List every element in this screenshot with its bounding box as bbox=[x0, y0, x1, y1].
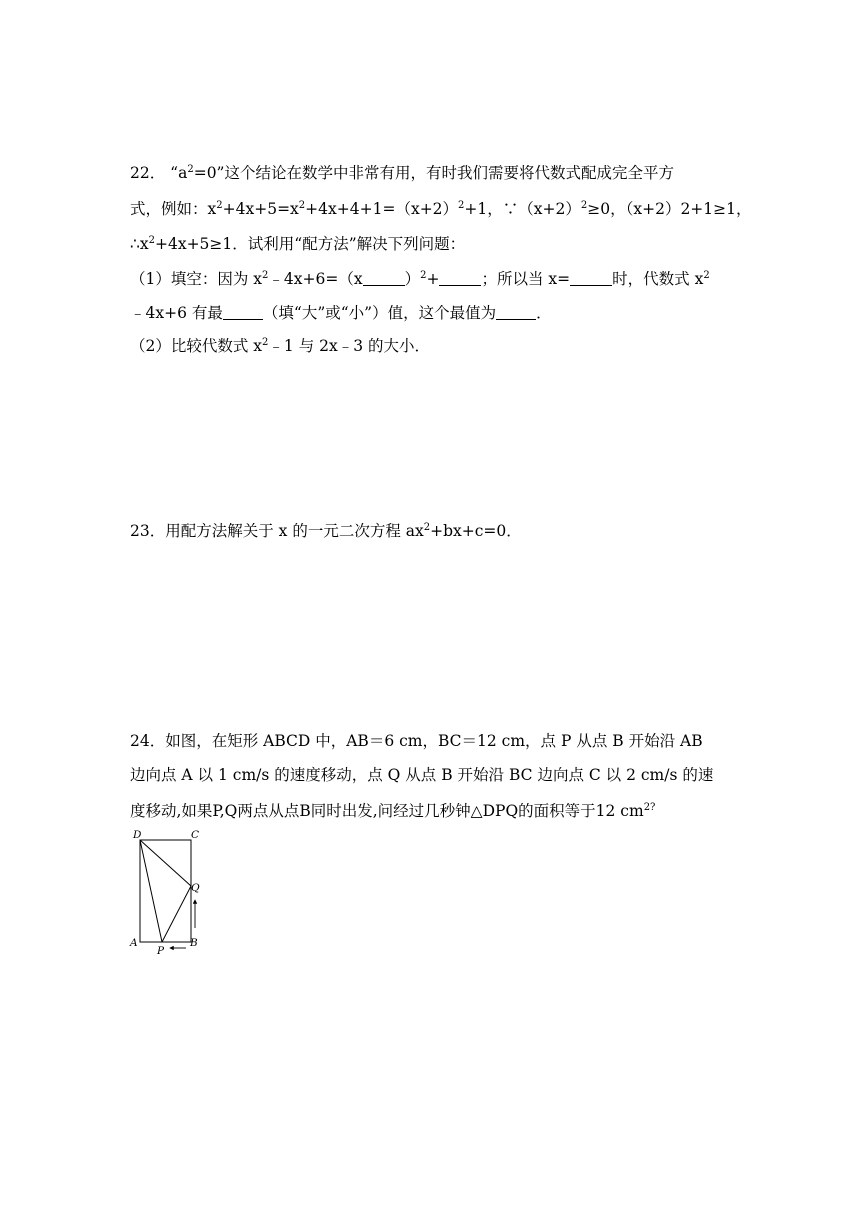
segment-pq bbox=[162, 886, 191, 942]
label-p: P bbox=[157, 945, 165, 957]
label-a: A bbox=[130, 937, 138, 949]
q22-line-3: $\therefore x^2+4x+5\ge 1$．试利用“配方法”解决下列问题： bbox=[130, 235, 466, 253]
blank-5[interactable] bbox=[496, 305, 536, 320]
q24-line-1: 24．如图，在矩形 ABCD 中，AB＝6 cm，BC＝12 cm，点 P 从点 B 开始沿 AB bbox=[130, 732, 703, 750]
blank-2[interactable] bbox=[439, 271, 481, 286]
segment-dp bbox=[140, 840, 162, 942]
label-q: Q bbox=[191, 882, 200, 894]
q22-line-6: （2）比较代数式 $x^2﹣1$ 与 2x﹣3 的大小． bbox=[130, 337, 431, 355]
blank-3[interactable] bbox=[570, 271, 612, 286]
label-c: C bbox=[191, 829, 200, 841]
q23-line: 23．用配方法解关于 x 的一元二次方程 $ax^2+bx+c=0$． bbox=[130, 522, 522, 540]
blank-4[interactable] bbox=[223, 305, 263, 320]
q22-line-2: 式，例如：$x^2+4x+5=x^2+4x+4+1=(x+2)^2+1$，$\because(x+2)^2\ge 0$，（x+2）2+1≥1， bbox=[130, 200, 752, 218]
blank-1[interactable] bbox=[363, 271, 405, 286]
q24-line-3: 度移动,如果P,Q两点从点B同时出发,问经过几秒钟△DPQ的面积等于12 $cm^{2?}$ bbox=[130, 802, 656, 820]
segment-dq bbox=[140, 840, 191, 886]
q22-line-1: 22． “$a^2=0$”这个结论在数学中非常有用，有时我们需要将代数式配成完全平方 bbox=[130, 164, 674, 182]
label-d: D bbox=[133, 829, 142, 841]
rectangle-figure bbox=[124, 822, 214, 958]
q22-line-5: ﹣4x+6 有最 （填“大”或“小”）值，这个最值为 ． bbox=[130, 304, 552, 322]
q24-line-2: 边向点 A 以 1 cm/s 的速度移动，点 Q 从点 B 开始沿 BC 边向点 C 以 2 cm/s 的速 bbox=[130, 766, 714, 784]
label-b: B bbox=[190, 937, 198, 949]
q22-line-4: （1）填空：因为 $x^2﹣4x+6=(x$ ）$^2$+ ；所以当 x= 时，代数式 $x^2$ bbox=[130, 270, 710, 288]
rectangle-abcd bbox=[140, 840, 191, 942]
